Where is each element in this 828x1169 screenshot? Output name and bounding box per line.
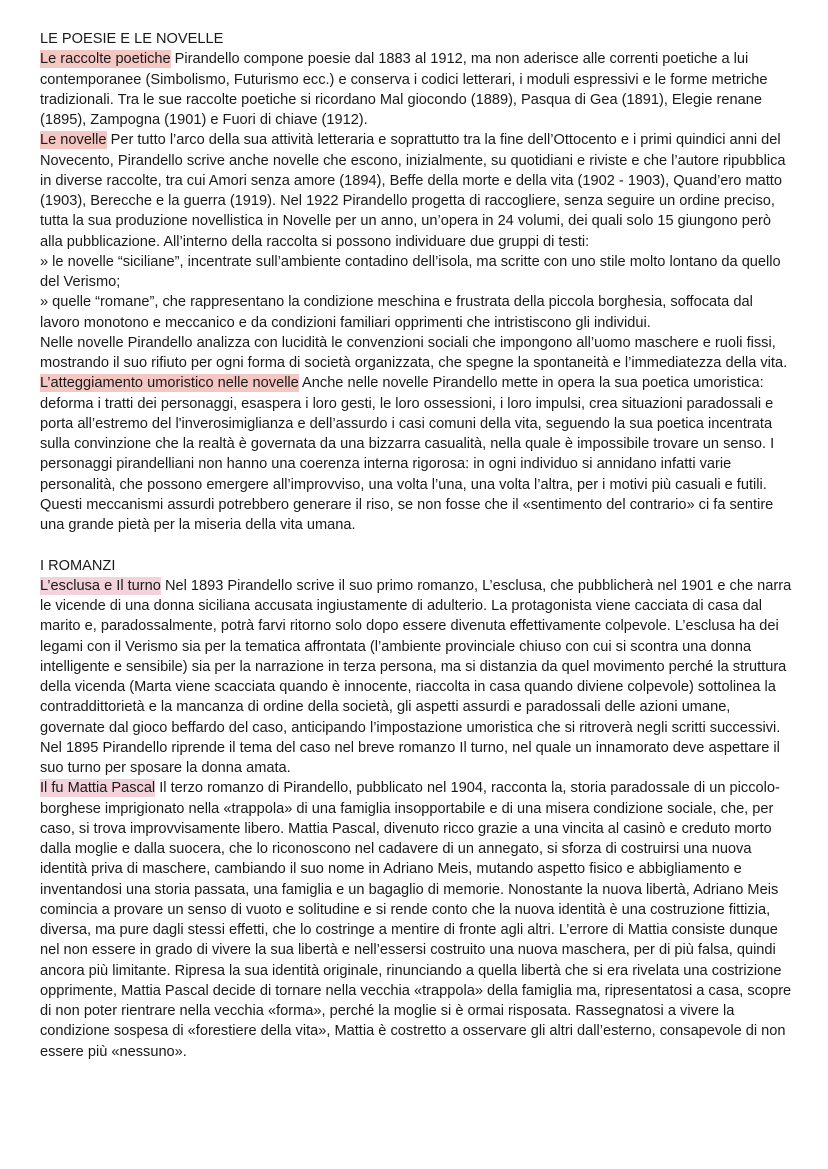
paragraph-novelle <box>40 130 792 252</box>
paragraph-text: Pirandello compone poesie dal 1883 al 1912, ma non aderisce alle correnti poetiche a lui contemporanee (Simbolismo, Futurismo ecc.) e conserva i codici letterari, i moduli espressivi e le forme metriche tradizionali. Tra le sue raccolte poetiche si ricordano Mal giocondo (1889), Pasqua di Gea (1891), Elegie renane (1895), Zampogna (1901) e Fuori di chiave (1912). <box>40 51 768 128</box>
paragraph-text: Il terzo romanzo di Pirandello, pubblicato nel 1904, racconta la, storia paradossale di un piccolo-borghese imprigionato nella «trappola» di una famiglia insopportabile e di una misera condizione sociale, che, per caso, si trova improvvisamente libero. Mattia Pascal, divenuto ricco grazie a una vincita al casinò e creduto morto dalla moglie e dalla suocera, che lo riconoscono nel cadavere di un annegato, si sforza di costruirsi una nuova identità priva di maschere, cambiando il suo nome in Adriano Meis, mutando aspetto fisico e abbigliamento e inventandosi una storia passata, una famiglia e un bagaglio di memorie. Nonostante la nuova libertà, Adriano Meis comincia a provare un senso di vuoto e solitudine e si rende conto che la nuova identità è una costruzione fittizia, diversa, ma pure dagli stessi effetti, che lo costringe a mentire di fronte agli altri. L’errore di Mattia consiste dunque nel non essere in grado di vivere la sua libertà e nell’essersi costruito una nuova maschera, per di più falsa, quindi ancora più limitante. Ripresa la sua identità originale, rinunciando a quella libertà che si era rivelata una costrizione opprimente, Mattia Pascal decide di tornare nella vecchia «trappola» della famiglia ma, ripresentatosi a casa, scopre di non poter rientrare nella vecchia «forma», perché la moglie si è ormai risposata. Rassegnatosi a vivere la condizione sospesa di «forestiere della vita», Mattia è costretto a osservare gli altri dall’esterno, consapevole di non essere più «nessuno». <box>40 780 792 1060</box>
paragraph-text: Per tutto l’arco della sua attività letteraria e soprattutto tra la fine dell’Ottocento e i primi quindici anni del Novecento, Pirandello scrive anche novelle che escono, inizialmente, su quotidiani e riviste e che l’autore ripubblica in diverse raccolte, tra cui Amori senza amore (1894), Beffe della morte e della vita (1902 - 1903), Quand’ero matto (1903), Berecche e la guerra (1919). Nel 1922 Pirandello progetta di raccogliere, senza seguire un ordine preciso, tutta la sua produzione novellistica in Novelle per un anno, un’opera in 24 volumi, dei quali solo 15 giungono però alla pubblicazione. All’interno della raccolta si possono individuare due gruppi di testi: <box>40 132 786 250</box>
bullet-novelle-siciliane: » le novelle “siciliane”, incentrate sull’ambiente contadino dell’isola, ma scritte con uno stile molto lontano da quello del Verismo; <box>40 253 781 290</box>
document-page <box>40 29 792 1062</box>
highlight-atteggiamento-umoristico: L’atteggiamento umoristico nelle novelle <box>40 375 299 392</box>
highlight-esclusa-turno: L’esclusa e Il turno <box>40 577 161 594</box>
section-title-romanzi: I ROMANZI <box>40 557 116 574</box>
paragraph-atteggiamento-umoristico <box>40 373 792 535</box>
paragraph-mattia-pascal <box>40 778 792 1062</box>
paragraph-text: Nel 1893 Pirandello scrive il suo primo romanzo, L’esclusa, che pubblicherà nel 1901 e che narra le vicende di una donna siciliana accusata ingiustamente di adulterio. La protagonista viene cacciata di casa dal marito e, paradossalmente, potrà farvi ritorno solo dopo essere divenuta effettivamente colpevole. L’esclusa ha dei legami con il Verismo sia per la tematica affrontata (l’ambiente provinciale chiuso con cui si scontra una donna intelligente e sensibile) sia per la narrazione in terza persona, ma si distanzia da quel movimento perché la struttura della vicenda (Marta viene scacciata quando è innocente, riaccolta in casa quando diviene colpevole) sottolinea la contraddittorietà e la mancanza di ordine della società, gli aspetti assurdi e paradossali delle azioni umane, governate dal gioco beffardo del caso, anticipando l’impostazione umoristica che si ritroverà negli scritti successivi. Nel 1895 Pirandello riprende il tema del caso nel breve romanzo Il turno, nel quale un innamorato deve aspettare il suo turno per sposare la donna amata. <box>40 577 792 776</box>
highlight-raccolte-poetiche: Le raccolte poetiche <box>40 51 171 68</box>
section-spacer <box>40 535 792 555</box>
paragraph-esclusa-turno <box>40 576 792 779</box>
section-title-poesie-novelle: LE POESIE E LE NOVELLE <box>40 31 224 47</box>
paragraph-raccolte-poetiche <box>40 49 792 130</box>
highlight-novelle: Le novelle <box>40 132 107 149</box>
bullet-novelle-romane: » quelle “romane”, che rappresentano la condizione meschina e frustrata della piccola borghesia, soffocata dal lavoro monotono e meccanico e da condizioni familiari opprimenti che intristiscono gli individui. <box>40 294 753 331</box>
paragraph-convenzioni-sociali: Nelle novelle Pirandello analizza con lucidità le convenzioni sociali che impongono all’uomo maschere e ruoli fissi, mostrando il suo rifiuto per ogni forma di società organizzata, che spegne la spontaneità e l’immediatezza della vita. <box>40 334 788 371</box>
highlight-mattia-pascal: Il fu Mattia Pascal <box>40 780 156 797</box>
paragraph-text: Anche nelle novelle Pirandello mette in opera la sua poetica umoristica: deforma i tratti dei personaggi, esaspera i loro gesti, le loro ossessioni, i loro impulsi, crea situazioni paradossali e porta all’estremo del l'inverosimiglianza e dell’assurdo i casi comuni della vita, seguendo la sua poetica incentrata sulla convinzione che la realtà è governata da una bizzarra casualità, nella quale è impossibile trovare un senso. I personaggi pirandelliani non hanno una coerenza interna rigorosa: in ogni individuo si annidano infatti varie personalità, che possono emergere all’improvviso, una volta l’una, una volta l’altra, per i motivi più casuali e futili. Questi meccanismi assurdi potrebbero generare il riso, se non fosse che il «sentimento del contrario» ci fa sentire una grande pietà per la miseria della vita umana. <box>40 375 775 533</box>
